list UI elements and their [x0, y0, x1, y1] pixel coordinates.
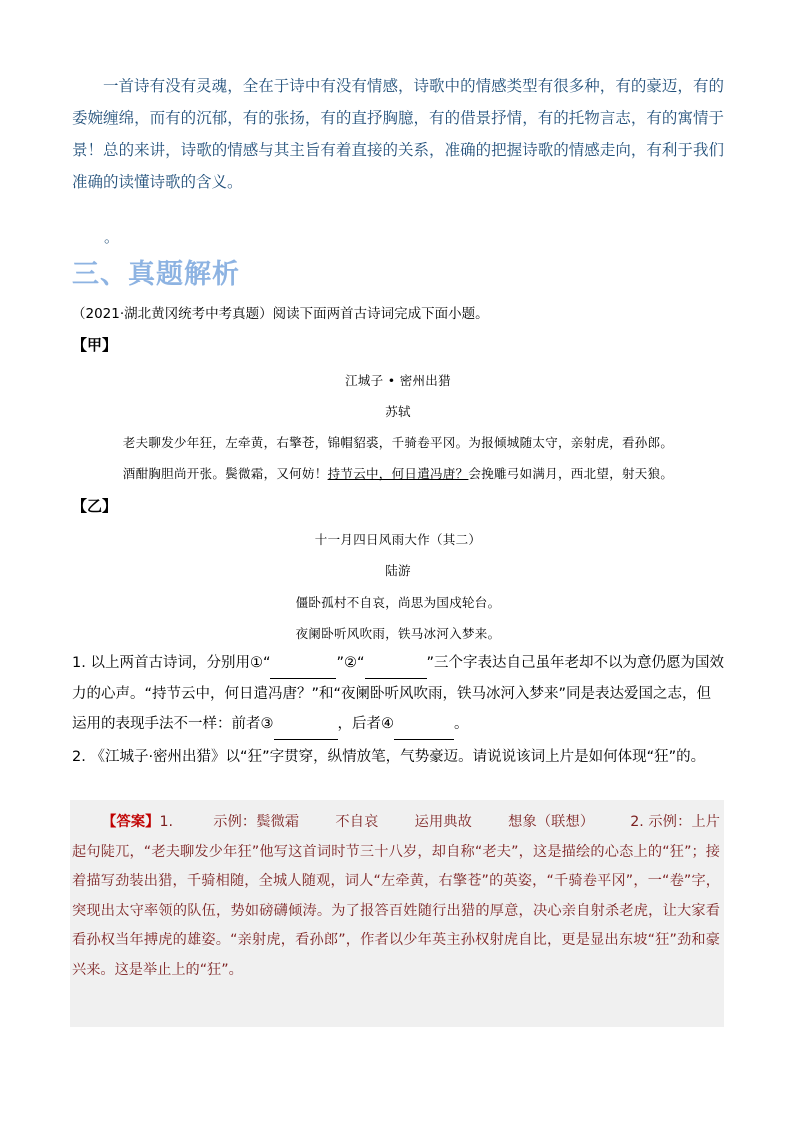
answer-example-3: 运用典故 — [414, 814, 472, 830]
blank-3[interactable] — [274, 709, 338, 740]
poem-b-line-1: 僵卧孤村不自哀，尚思为国戍轮台。 — [295, 595, 501, 610]
poem-a-label: 【甲】 — [72, 336, 118, 354]
question-2: 2. 《江城子·密州出猎》以“狂”字贯穿，纵情放笔，气势豪迈。请说说该词上片是如何体现“狂”的。 — [72, 749, 706, 765]
poem-a-title: 江城子 • 密州出猎 — [345, 373, 451, 388]
answer-text: 【答案】1. 示例：鬓微霜 不自哀 运用典故 想象（联想） 2. 示例：上片起句陡兀，“老夫聊发少年狂”他写这首词时节三十八岁，却自称“老夫”，这是描绘的心态上的“狂”；接着描写劲装出猎，千骑相随，全城人随观，词人“左牵黄，右擎苍”的英姿，“千骑卷平冈”，一“卷”字，突现出太守率领的队伍，势如磅礴倾涛。为了报答百姓随行出猎的厚意，决心亲自射杀老虎，让大家看看孙权当年搏虎的雄姿。“亲射虎，看孙郎”，作者以少年英主孙权射虎自比，更是显出东坡“狂”劲和豪兴来。这是举止上的“狂”。 — [72, 814, 720, 978]
poem-a-line-2-end: 会挽雕弓如满月，西北望，射天狼。 — [468, 466, 674, 481]
poem-b-label: 【乙】 — [72, 497, 118, 515]
answer-example-2: 不自哀 — [335, 814, 379, 830]
blank-4[interactable] — [394, 709, 454, 740]
question-1: 1. 以上两首古诗词，分别用①“ ”②“ ”三个字表达自己虽年老却不以为意仍愿为国效力的心声。“持节云中，何日遣冯唐？”和“夜阑卧听风吹雨，铁马冰河入梦来”同是表达爱国之志，但运用的表现手法不一样：前者③ ，后者④ 。 — [72, 648, 724, 740]
blank-2[interactable] — [365, 648, 427, 679]
answer-body: 上片起句陡兀，“老夫聊发少年狂”他写这首词时节三十八岁，却自称“老夫”，这是描绘的心态上的“狂”；接着描写劲装出猎，千骑相随，全城人随观，词人“左牵黄，右擎苍”的英姿，“千骑卷平冈”，一“卷”字，突现出太守率领的队伍，势如磅礴倾涛。为了报答百姓随行出猎的厚意，决心亲自射杀老虎，让大家看看孙权当年搏虎的雄姿。“亲射虎，看孙郎”，作者以少年英主孙权射虎自比，更是显出东坡“狂”劲和豪兴来。这是举止上的“狂”。 — [72, 814, 720, 978]
stray-period: 。 — [104, 228, 120, 246]
answer-example-4: 想象（联想） — [508, 814, 595, 830]
section-title: 三、真题解析 — [72, 259, 240, 290]
poem-a-line-1: 老夫聊发少年狂，左牵黄，右擎苍，锦帽貂裘，千骑卷平冈。为报倾城随太守，亲射虎，看孙郎。 — [122, 435, 674, 450]
answer-tag: 【答案】 — [102, 814, 160, 830]
poem-a-author: 苏轼 — [385, 404, 411, 419]
poem-a-line-2-start: 酒酣胸胆尚开张。鬓微霜，又何妨！ — [122, 466, 328, 481]
poem-a-underlined-phrase: 持节云中，何日遣冯唐？ — [327, 466, 469, 481]
poem-b-author: 陆游 — [385, 563, 411, 578]
blank-1[interactable] — [270, 648, 336, 679]
poem-a-line-2 — [72, 464, 724, 482]
intro-paragraph: 一首诗有没有灵魂，全在于诗中有没有情感，诗歌中的情感类型有很多种，有的豪迈，有的委婉缠绵，而有的沉郁，有的张扬，有的直抒胸臆，有的借景抒情，有的托物言志，有的寓情于景！总的来讲，诗歌的情感与其主旨有着直接的关系，准确的把握诗歌的情感走向，有利于我们准确的读懂诗歌的含义。 — [72, 77, 724, 191]
poem-b-line-2: 夜阑卧听风吹雨，铁马冰河入梦来。 — [295, 626, 501, 641]
answer-example-1: 示例：鬓微霜 — [213, 814, 300, 830]
poem-b-title: 十一月四日风雨大作（其二） — [314, 532, 482, 547]
question-intro: （2021·湖北黄冈统考中考真题）阅读下面两首古诗词完成下面小题。 — [72, 306, 489, 322]
